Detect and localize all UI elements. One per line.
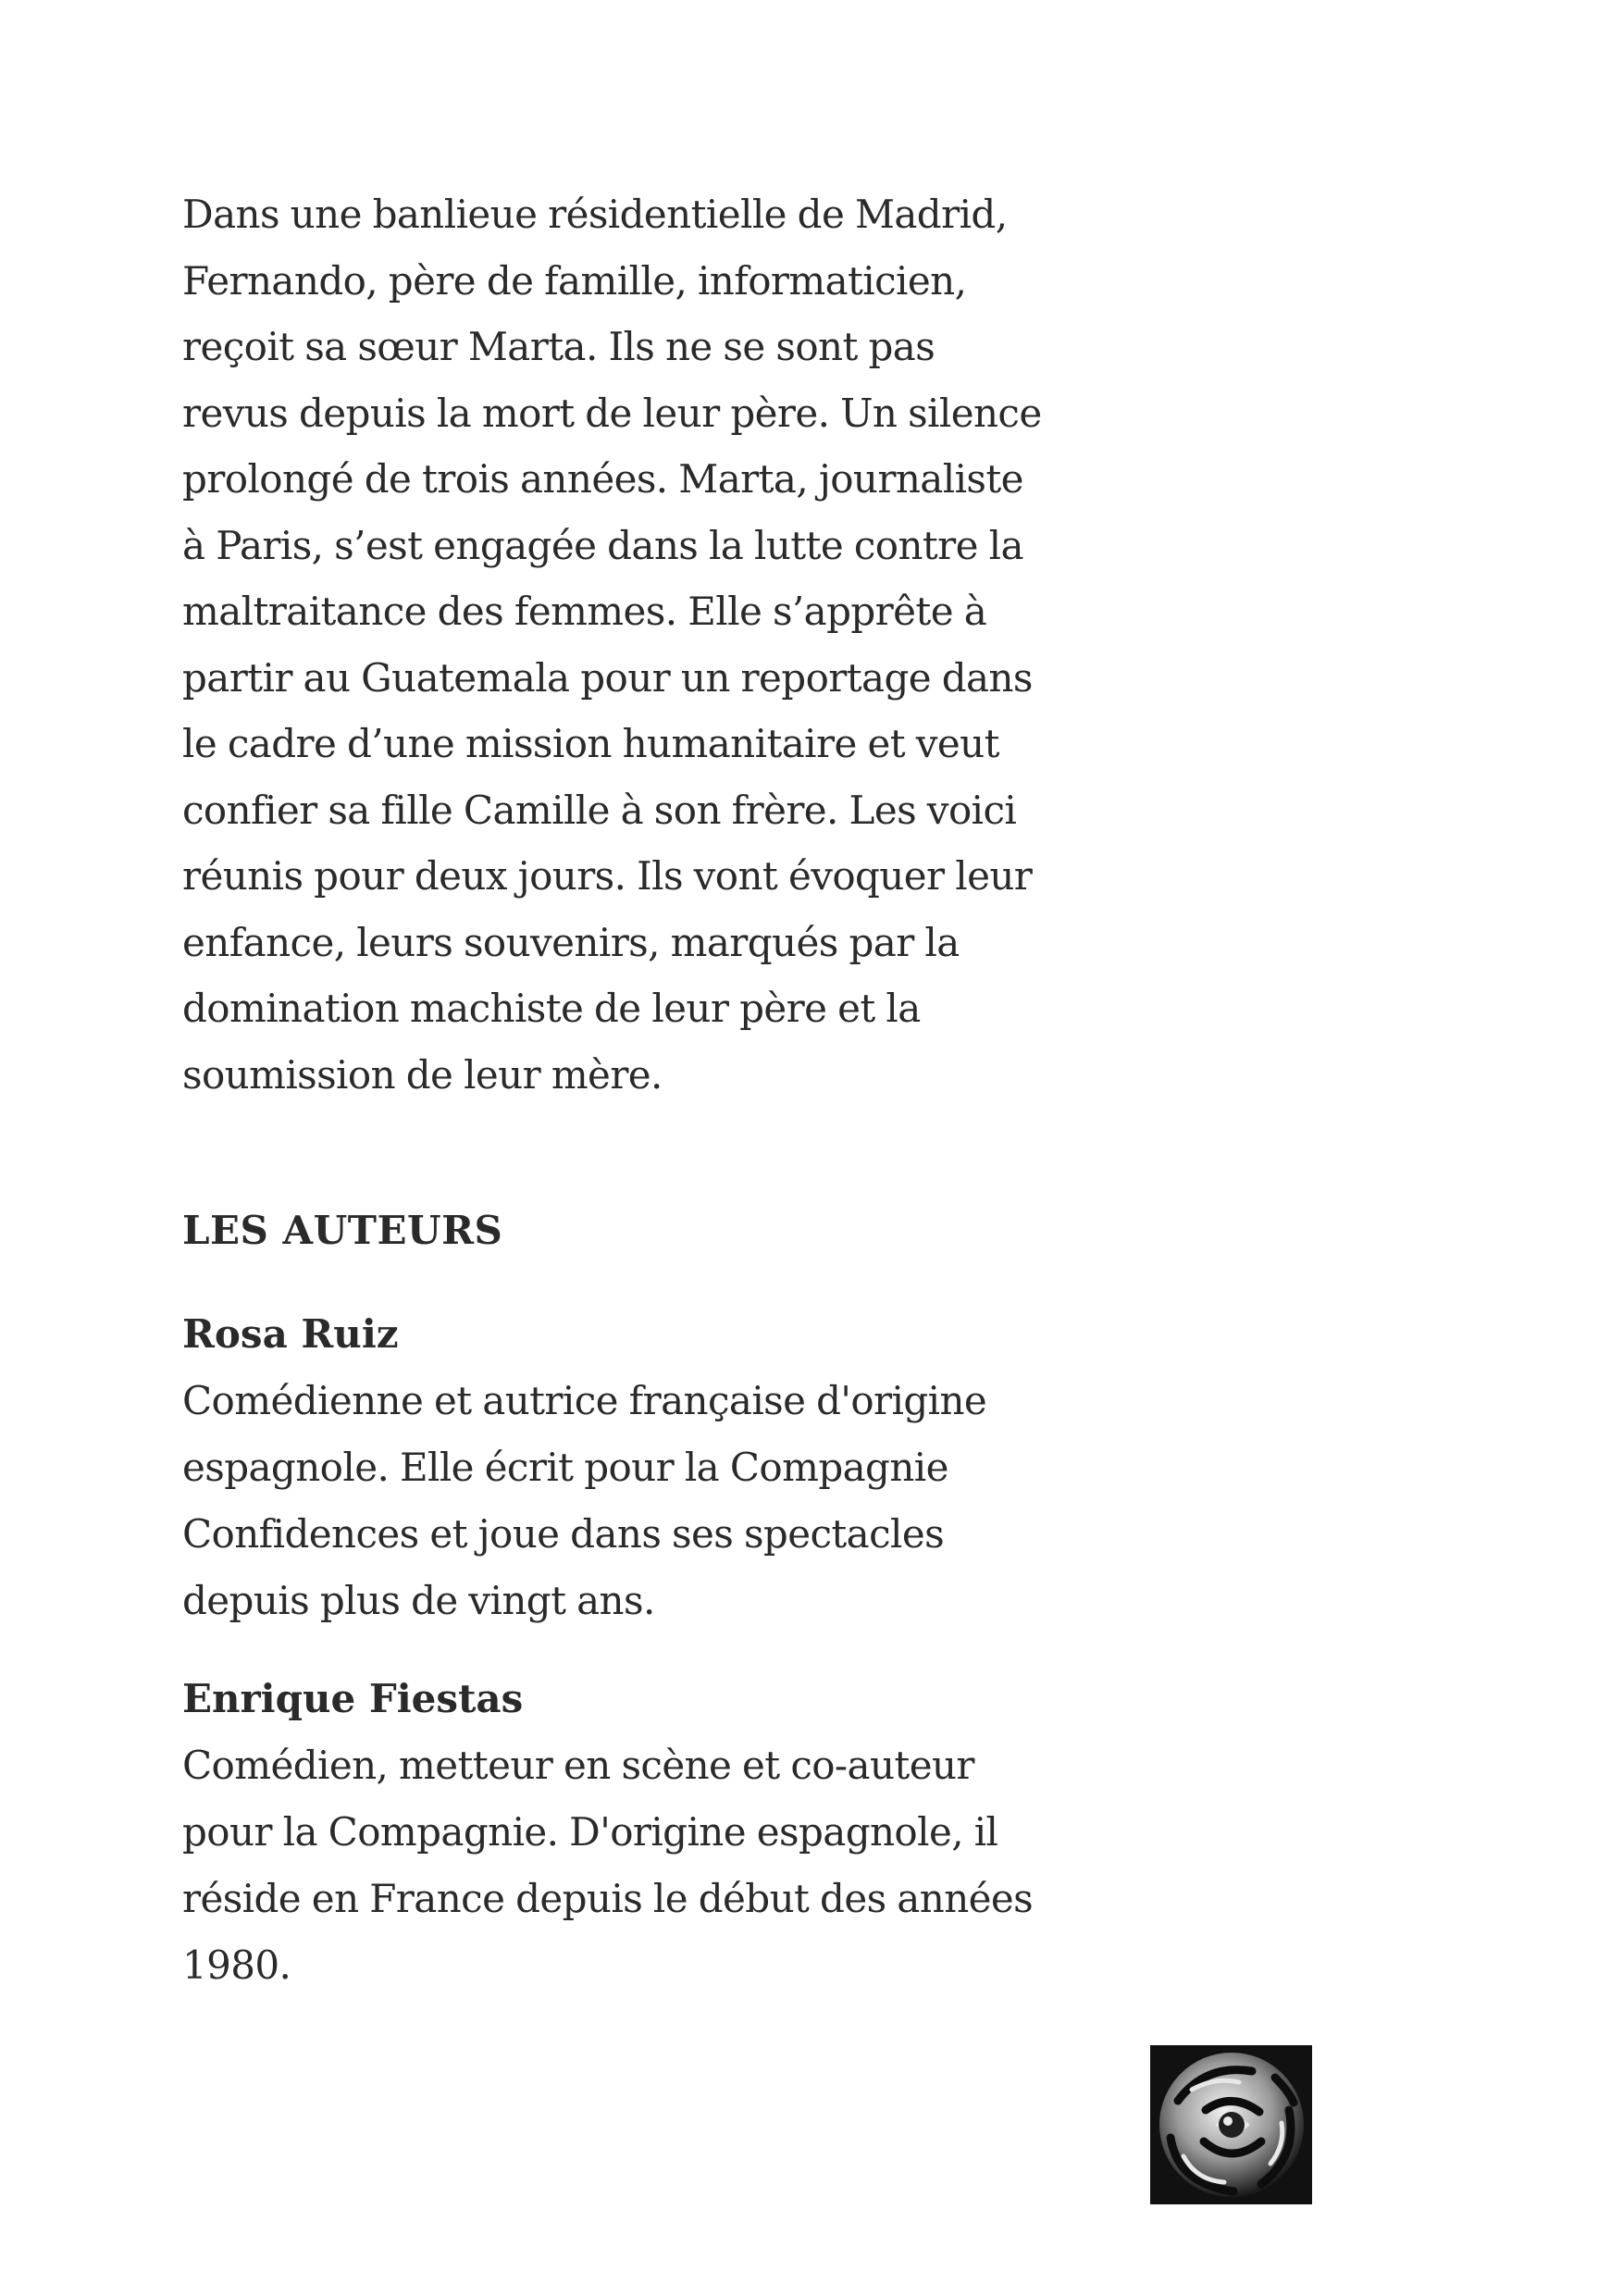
synopsis-line: prolongé de trois années. Marta, journaliste (182, 456, 1023, 502)
synopsis-line: Fernando, père de famille, informaticien, (182, 257, 967, 304)
author-bio-line: Comédienne et autrice française d'origine (182, 1378, 987, 1423)
synopsis-line: revus depuis la mort de leur père. Un silence (182, 390, 1042, 436)
synopsis-line: maltraitance des femmes. Elle s’apprête à (182, 589, 987, 634)
author-bio-line: espagnole. Elle écrit pour la Compagnie (182, 1445, 948, 1490)
author-bio-line: 1980. (182, 1942, 291, 1988)
synopsis-paragraph (182, 181, 1182, 1108)
author-name: Enrique Fiestas (182, 1676, 524, 1721)
author-bio-line: Confidences et joue dans ses spectacles (182, 1511, 945, 1557)
synopsis-line: domination machiste de leur père et la (182, 986, 921, 1031)
synopsis-line: confier sa fille Camille à son frère. Les voici (182, 787, 1017, 833)
author-bio-line: depuis plus de vingt ans. (182, 1578, 655, 1623)
author-name: Rosa Ruiz (182, 1311, 399, 1357)
synopsis-line: soumission de leur mère. (182, 1051, 663, 1098)
synopsis-line: enfance, leurs souvenirs, marqués par la (182, 919, 960, 965)
author-bio (182, 1732, 1182, 1999)
author-bio-line: réside en France depuis le début des années (182, 1876, 1034, 1921)
synopsis-line: le cadre d’une mission humanitaire et veut (182, 721, 999, 766)
synopsis-line: Dans une banlieue résidentielle de Madrid, (182, 192, 1008, 237)
company-logo-icon (1150, 2045, 1312, 2204)
synopsis-line: partir au Guatemala pour un reportage dans (182, 654, 1033, 701)
synopsis-line: reçoit sa sœur Marta. Ils ne se sont pas (182, 324, 935, 369)
author-bio-line: Comédien, metteur en scène et co-auteur (182, 1743, 974, 1788)
author-bio-line: pour la Compagnie. D'origine espagnole, il (182, 1809, 998, 1855)
synopsis-line: réunis pour deux jours. Ils vont évoquer leur (182, 853, 1033, 899)
section-title-authors: LES AUTEURS (182, 1208, 503, 1253)
author-bio (182, 1368, 1182, 1634)
synopsis-line: à Paris, s’est engagée dans la lutte contre la (182, 522, 1023, 568)
